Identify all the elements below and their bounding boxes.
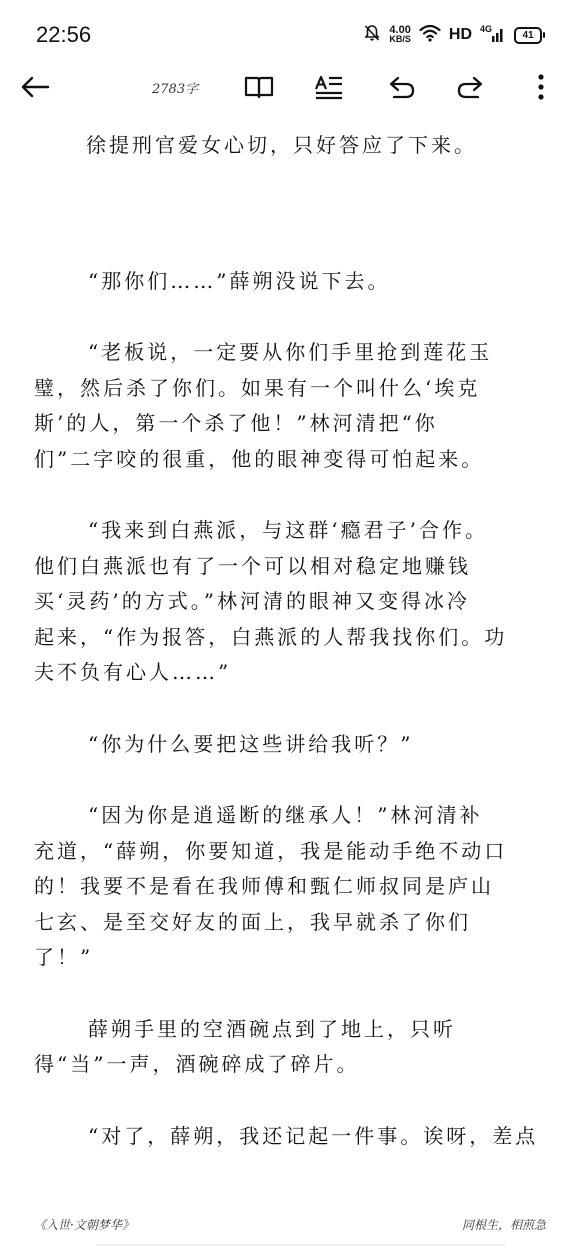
divider xyxy=(96,1244,506,1246)
status-icons xyxy=(363,22,542,48)
reader-content xyxy=(34,128,546,1154)
status-time: 22:56 xyxy=(36,22,92,47)
undo-button[interactable] xyxy=(384,70,418,104)
net-speed-value: 4.00 xyxy=(389,24,411,36)
more-vertical-icon xyxy=(536,73,546,101)
net-speed xyxy=(389,26,411,44)
paragraph: “老板说，一定要从你们手里抢到莲花玉 璧，然后杀了你们。如果有一个叫什么‘埃克 斯’的人，第一个杀了他！”林河清把“你 们”二字咬的很重，他的眼神变得可怕起来。 xyxy=(34,340,493,471)
wifi-icon xyxy=(419,24,441,46)
network-type: 4G xyxy=(480,24,493,34)
word-count: 2783字 xyxy=(152,82,199,97)
mute-bell-icon xyxy=(363,24,381,46)
reader-toolbar xyxy=(0,64,576,110)
hd-badge: HD xyxy=(448,26,472,43)
more-options-button[interactable] xyxy=(524,70,558,104)
text-format-icon xyxy=(314,74,344,100)
net-speed-unit: KB/S xyxy=(389,34,411,44)
undo-icon xyxy=(386,74,416,100)
redo-button[interactable] xyxy=(454,70,488,104)
text-format-button[interactable] xyxy=(312,70,346,104)
paragraph: “对了，薛朔，我还记起一件事。诶呀，差点 xyxy=(88,1123,539,1148)
back-button[interactable] xyxy=(18,70,52,104)
reader-footer xyxy=(0,1208,576,1248)
battery-level: 41 xyxy=(522,29,534,41)
chapter-title: 同根生，相煎急 xyxy=(461,1218,546,1232)
arrow-left-icon xyxy=(20,75,50,99)
book-icon xyxy=(244,74,274,100)
book-title: 《入世·文朝梦华》 xyxy=(34,1218,134,1232)
paragraph: “我来到白燕派，与这群‘瘾君子’合作。 他们白燕派也有了一个可以相对稳定地赚钱 买‘灵药’的方式。”林河清的眼神又变得冰冷 起来，“作为报答，白燕派的人帮我找你们。功 夫不负有心人……” xyxy=(34,518,508,684)
paragraph: “那你们……”薛朔没说下去。 xyxy=(88,268,391,293)
book-button[interactable] xyxy=(242,70,276,104)
paragraph: “你为什么要把这些讲给我听？” xyxy=(88,731,414,756)
cell-signal-icon xyxy=(480,26,506,44)
redo-icon xyxy=(456,74,486,100)
battery-icon xyxy=(514,27,542,44)
paragraph: 徐提刑官爱女心切，只好答应了下来。 xyxy=(86,133,477,157)
status-bar xyxy=(0,0,576,64)
paragraph: “因为你是逍遥断的继承人！”林河清补 充道，“薛朔，你要知道，我是能动手绝不动口 的！我要不是看在我师傅和甄仁师叔同是庐山 七玄、是至交好友的面上，我早就杀了你们 了！” xyxy=(34,803,508,969)
paragraph: 薛朔手里的空酒碗点到了地上，只听 得“当”一声，酒碗碎成了碎片。 xyxy=(34,1016,456,1076)
